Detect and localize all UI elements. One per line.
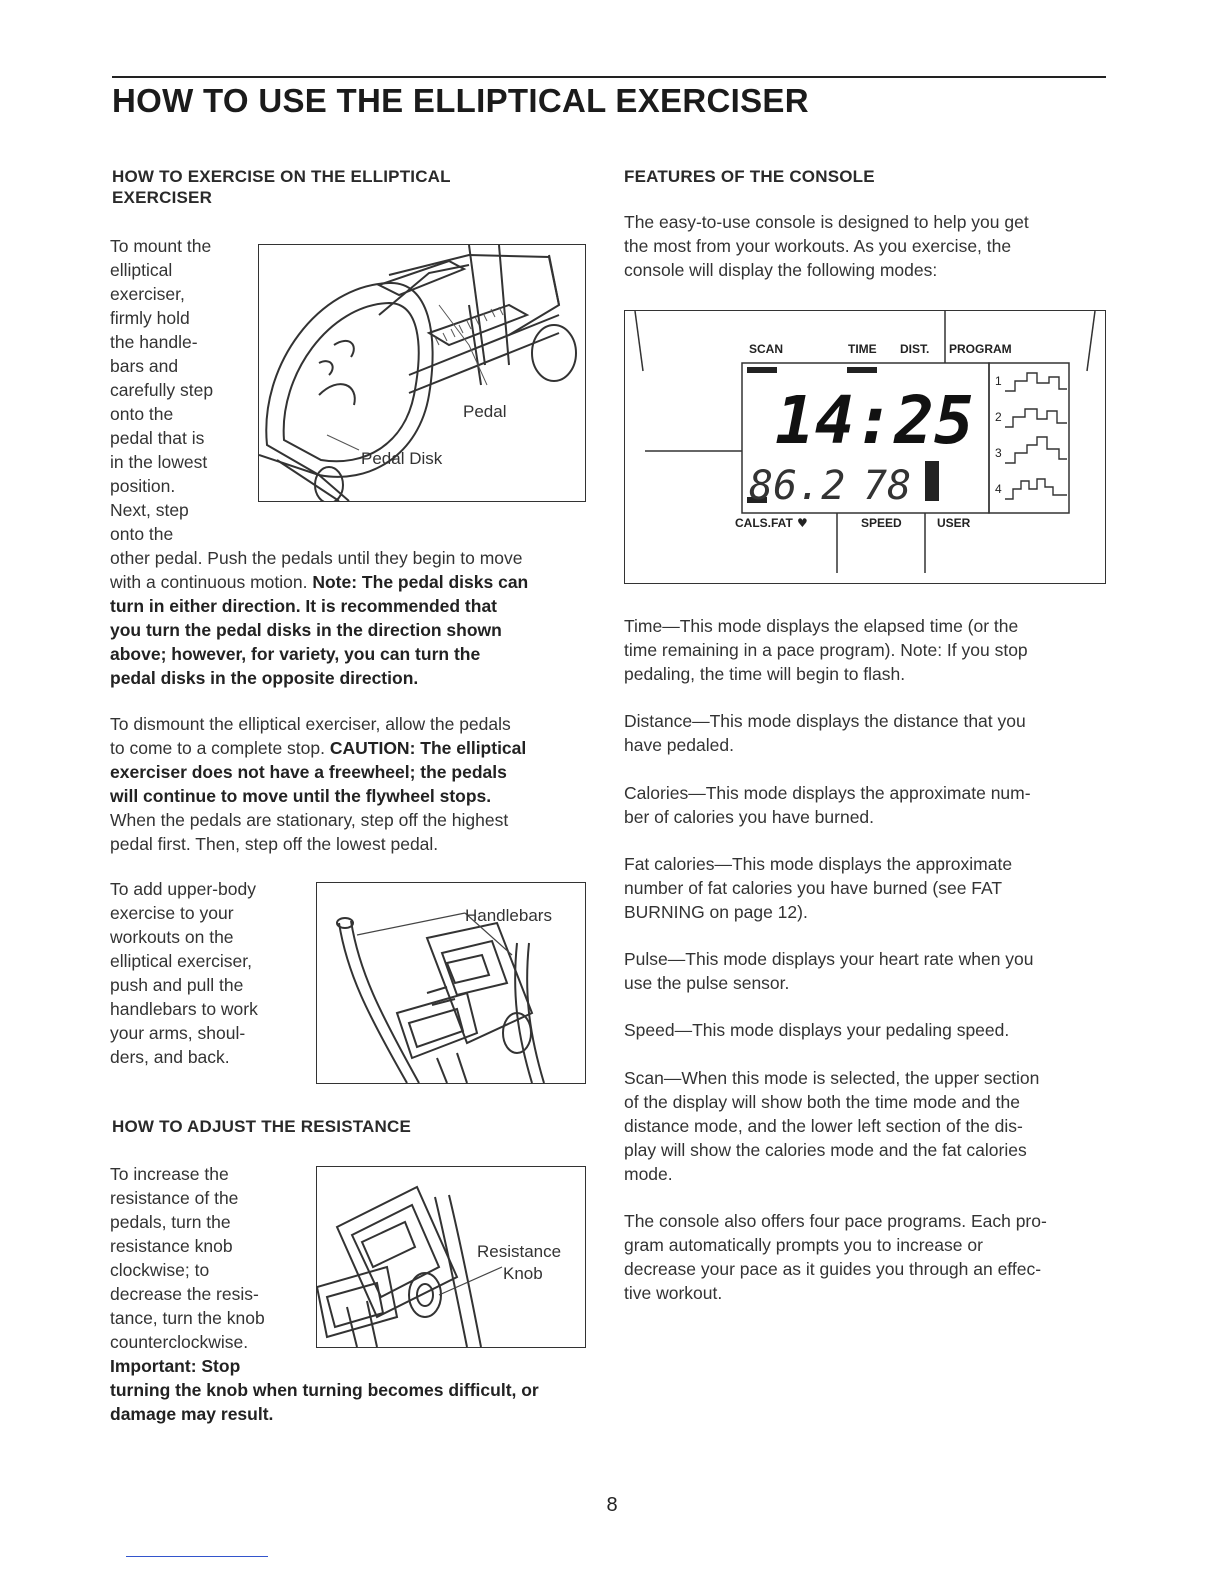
distance-line: have pedaled. (624, 735, 734, 755)
mount-line: onto the (110, 524, 174, 544)
mount-line: onto the (110, 404, 174, 424)
distance-line: Distance—This mode displays the distance that you (624, 711, 1026, 731)
upper-line: To add upper-body (110, 879, 256, 899)
mount-paragraph (110, 234, 255, 546)
dismount-line: pedal first. Then, step off the lowest pedal. (110, 834, 439, 854)
intro-line: The easy-to-use console is designed to help you get (624, 212, 1029, 232)
time-indicator (847, 367, 877, 373)
note-text: Note: The pedal disks can (312, 572, 529, 592)
resistance-line: resistance of the (110, 1188, 239, 1208)
program-number: 2 (995, 410, 1002, 424)
scan-line: of the display will show both the time mode and the (624, 1092, 1020, 1112)
important-text: turning the knob when turning becomes difficult, or (110, 1380, 539, 1400)
user-label: USER (937, 516, 971, 530)
mount-line: bars and (110, 356, 179, 376)
resistance-paragraph (110, 1162, 310, 1378)
resistance-line: tance, turn the knob (110, 1308, 265, 1328)
scan-paragraph (624, 1066, 1114, 1186)
program-number: 1 (995, 374, 1002, 388)
mount-line: Next, step (110, 500, 189, 520)
time-paragraph (624, 614, 1114, 686)
small-left-digits: 86.2 (749, 463, 846, 509)
knob-label: Knob (503, 1264, 543, 1283)
calories-line: Calories—This mode displays the approximate num- (624, 783, 1031, 803)
upper-line: ders, and back. (110, 1047, 230, 1067)
pulse-paragraph (624, 947, 1114, 995)
pedal-label: Pedal (463, 402, 507, 421)
note-text: you turn the pedal disks in the direction shown (110, 620, 502, 640)
resistance-figure (316, 1166, 586, 1348)
intro-line: console will display the following modes: (624, 260, 938, 280)
elliptical-pedal-illustration (259, 245, 585, 501)
resistance-line: clockwise; to (110, 1260, 210, 1280)
upper-line: elliptical exerciser, (110, 951, 252, 971)
upper-line: your arms, shoul- (110, 1023, 246, 1043)
fat-line: BURNING on page 12). (624, 902, 808, 922)
programs-line: The console also offers four pace programs. Each pro- (624, 1211, 1047, 1231)
scan-indicator (747, 367, 777, 373)
program-4-profile (1005, 479, 1067, 499)
resistance-line: decrease the resis- (110, 1284, 259, 1304)
program-label: PROGRAM (949, 342, 1012, 356)
console-intro (624, 210, 1114, 282)
program-2-profile (1005, 409, 1067, 427)
resistance-label: Resistance (477, 1242, 562, 1261)
pulse-line: use the pulse sensor. (624, 973, 790, 993)
program-3-profile (1005, 437, 1067, 463)
resistance-knob-illustration (317, 1167, 585, 1347)
mount-line: To mount the (110, 236, 212, 256)
scan-line: Scan—When this mode is selected, the upper section (624, 1068, 1040, 1088)
fat-line: Fat calories—This mode displays the approximate (624, 854, 1013, 874)
time-line: Time—This mode displays the elapsed time (or the (624, 616, 1019, 636)
calories-paragraph (624, 781, 1114, 829)
fat-paragraph (624, 852, 1114, 924)
intro-line: the most from your workouts. As you exercise, the (624, 236, 1012, 256)
heart-icon: ♥ (797, 516, 808, 530)
note-text: turn in either direction. It is recommended that (110, 596, 497, 616)
big-digits: 14:25 (775, 382, 974, 459)
caution-text: will continue to move until the flywheel stops. (110, 786, 492, 806)
user-indicator (925, 461, 939, 501)
upper-line: push and pull the (110, 975, 244, 995)
speed-paragraph (624, 1018, 1114, 1042)
caution-text: exerciser does not have a freewheel; the pedals (110, 762, 507, 782)
resistance-line: resistance knob (110, 1236, 233, 1256)
title-rule (112, 76, 1106, 78)
speed-line: Speed—This mode displays your pedaling speed. (624, 1020, 1010, 1040)
time-line: pedaling, the time will begin to flash. (624, 664, 906, 684)
speed-label: SPEED (861, 516, 902, 530)
mount-line: carefully step (110, 380, 214, 400)
dismount-line: To dismount the elliptical exerciser, allow the pedals (110, 714, 511, 734)
page-title: HOW TO USE THE ELLIPTICAL EXERCISER (112, 82, 809, 119)
mount-line: elliptical (110, 260, 173, 280)
fat-label: FAT (771, 516, 793, 530)
console-display-illustration (625, 311, 1105, 583)
pedal-disk-label: Pedal Disk (361, 449, 443, 468)
footer-underline (126, 1556, 268, 1557)
caution-text: CAUTION: The elliptical (329, 738, 527, 758)
exercise-heading-line1: HOW TO EXERCISE ON THE ELLIPTICAL (112, 167, 451, 186)
scan-line: distance mode, and the lower left section of the dis- (624, 1116, 1023, 1136)
mount-line: pedal that is (110, 428, 205, 448)
fat-line: number of fat calories you have burned (see FAT (624, 878, 1003, 898)
resistance-line: counterclockwise. (110, 1332, 249, 1352)
resistance-line: pedals, turn the (110, 1212, 231, 1232)
important-text: Important: Stop (110, 1356, 241, 1376)
exercise-heading-line2: EXERCISER (112, 188, 213, 207)
small-right-digits: 78 (863, 463, 912, 509)
handlebars-figure (316, 882, 586, 1084)
mount-wide-line2: with a continuous motion. (110, 572, 308, 592)
scan-line: play will show the calories mode and the fat calories (624, 1140, 1027, 1160)
upper-line: exercise to your (110, 903, 234, 923)
exercise-heading (112, 166, 451, 208)
pedal-figure (258, 244, 586, 502)
time-line: time remaining in a pace program). Note: If you stop (624, 640, 1028, 660)
mount-line: in the lowest (110, 452, 208, 472)
cals-label: CALS. (735, 516, 771, 530)
handlebars-illustration (317, 883, 585, 1083)
console-heading: FEATURES OF THE CONSOLE (624, 167, 875, 186)
program-number: 3 (995, 446, 1002, 460)
mount-line: exerciser, (110, 284, 185, 304)
mount-line: the handle- (110, 332, 198, 352)
upper-line: workouts on the (110, 927, 234, 947)
dismount-paragraph (110, 712, 600, 856)
pulse-line: Pulse—This mode displays your heart rate when you (624, 949, 1034, 969)
dismount-line: When the pedals are stationary, step off the highest (110, 810, 509, 830)
handlebars-label: Handlebars (465, 906, 552, 925)
programs-line: tive workout. (624, 1283, 723, 1303)
dismount-line: to come to a complete stop. (110, 738, 325, 758)
dist-label: DIST. (900, 342, 930, 356)
programs-line: decrease your pace as it guides you through an effec- (624, 1259, 1042, 1279)
program-number: 4 (995, 482, 1002, 496)
upper-line: handlebars to work (110, 999, 258, 1019)
note-text: pedal disks in the opposite direction. (110, 668, 419, 688)
programs-line: gram automatically prompts you to increase or (624, 1235, 983, 1255)
resistance-heading: HOW TO ADJUST THE RESISTANCE (112, 1117, 412, 1136)
console-figure (624, 310, 1106, 584)
mount-continuation (110, 546, 600, 690)
scan-label: SCAN (749, 342, 784, 356)
resistance-line: To increase the (110, 1164, 229, 1184)
program-1-profile (1005, 373, 1067, 391)
calories-line: ber of calories you have burned. (624, 807, 875, 827)
important-continuation (110, 1378, 600, 1426)
important-text: damage may result. (110, 1404, 274, 1424)
upper-body-paragraph (110, 877, 310, 1069)
page-number: 8 (606, 1494, 618, 1516)
mount-wide-line: other pedal. Push the pedals until they begin to move (110, 548, 523, 568)
note-text: above; however, for variety, you can turn the (110, 644, 481, 664)
time-label: TIME (848, 342, 877, 356)
mount-line: position. (110, 476, 176, 496)
mount-line: firmly hold (110, 308, 190, 328)
programs-paragraph (624, 1209, 1114, 1305)
scan-line: mode. (624, 1164, 673, 1184)
distance-paragraph (624, 709, 1114, 757)
